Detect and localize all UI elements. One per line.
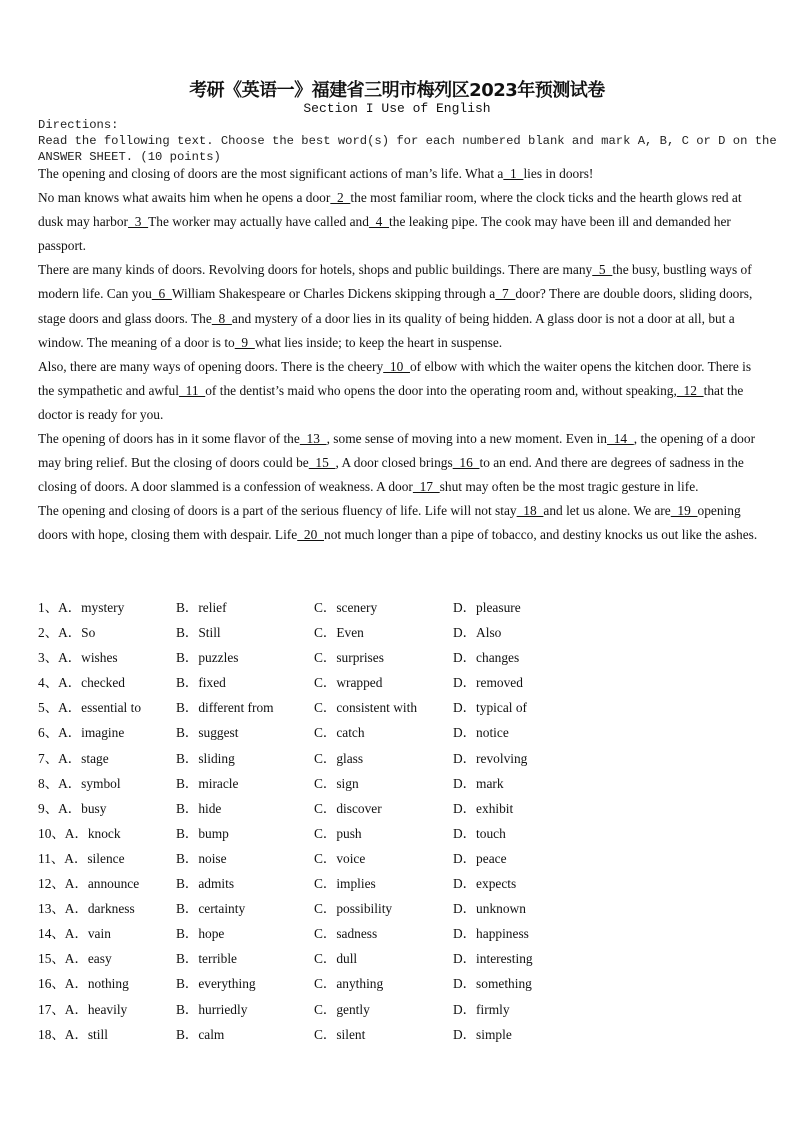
passage-text: The opening and closing of doors is a part of the serious fluency of life. Life will not stay: [38, 503, 517, 519]
option-c: C．discover: [314, 800, 382, 816]
passage-text: the busy, bustling ways of modern life. Can you: [38, 262, 752, 302]
passage-text: Also, there are many ways of opening doors. There is the cheery: [38, 358, 384, 374]
option-a: 13、A．darkness: [38, 901, 135, 917]
option-d: D．simple: [453, 1026, 512, 1042]
option-a: 6、A．imagine: [38, 725, 125, 741]
passage-text: , A door closed brings: [335, 455, 453, 471]
option-b: B．hide: [176, 800, 222, 816]
option-b: B．sliding: [176, 750, 235, 766]
numbered-blank: 6: [151, 286, 172, 302]
option-c: C．consistent with: [314, 700, 418, 716]
option-a: 9、A．busy: [38, 800, 107, 816]
option-a: 7、A．stage: [38, 750, 109, 766]
passage-text: The worker may actually have called and: [148, 214, 369, 230]
passage-text: not much longer than a pipe of tobacco, and destiny knocks us out like the ashes.: [324, 527, 758, 543]
passage-text: of the dentist’s maid who opens the door into the operating room and, without speaking,: [205, 382, 677, 398]
option-a: 2、A．So: [38, 625, 96, 641]
numbered-blank: 1: [503, 166, 524, 181]
passage-text: the most familiar room, where the clock ticks and the hearth glows red at dusk may harbor: [38, 190, 742, 230]
option-b: B．everything: [176, 976, 256, 992]
option-c: C．dull: [314, 951, 358, 967]
option-c: C．Even: [314, 625, 364, 641]
passage-text: The opening of doors has in it some flavor of the: [38, 431, 300, 447]
passage-text: and let us alone. We are: [543, 503, 671, 519]
passage-text: that the doctor is ready for you.: [38, 382, 744, 422]
option-d: D．expects: [453, 876, 517, 892]
option-d: D．unknown: [453, 901, 526, 917]
passage-paragraph: [38, 186, 760, 258]
option-a: 8、A．symbol: [38, 775, 121, 791]
numbered-blank: 11: [178, 382, 206, 398]
option-d: D．something: [453, 976, 532, 992]
cloze-passage: [38, 162, 760, 548]
option-b: B．relief: [176, 600, 227, 615]
numbered-blank: 16: [452, 455, 480, 471]
option-c: C．possibility: [314, 901, 393, 917]
numbered-blank: 10: [383, 358, 410, 374]
option-d: D．Also: [453, 625, 502, 641]
option-b: B．terrible: [176, 951, 237, 967]
option-b: B．different from: [176, 700, 274, 716]
option-b: B．fixed: [176, 675, 226, 691]
passage-text: opening doors with hope, closing them with despair. Life: [38, 503, 741, 543]
option-b: B．Still: [176, 625, 221, 641]
passage-text: There are many kinds of doors. Revolving doors for hotels, shops and public buildings. There are many: [38, 262, 593, 278]
option-a: 15、A．easy: [38, 951, 112, 967]
passage-text: William Shakespeare or Charles Dickens skipping through a: [171, 286, 496, 302]
numbered-blank: 20: [297, 527, 324, 543]
numbered-blank: 2: [330, 190, 351, 206]
option-b: B．bump: [176, 825, 229, 841]
numbered-blank: 7: [495, 286, 516, 302]
directions-text-cont: ANSWER SHEET. (10 points): [38, 150, 221, 164]
numbered-blank: 9: [234, 334, 255, 350]
numbered-blank: 4: [368, 214, 390, 230]
passage-text: the leaking pipe. The cook may have been ill and demanded her passport.: [38, 214, 731, 254]
numbered-blank: 13: [299, 431, 327, 447]
option-a: 1、A．mystery: [38, 600, 125, 615]
option-d: D．typical of: [453, 700, 528, 716]
passage-text: to an end. And there are degrees of sadness in the closing of doors. A door slammed is a confession of weakness. A door: [38, 455, 744, 495]
directions-label: Directions:: [38, 118, 119, 132]
passage-text: and mystery of a door lies in its quality of being hidden. A glass door is not a door at all, but a window. The meaning of a door is to: [38, 310, 735, 350]
passage-text: shut may often be the most tragic gesture in life.: [439, 479, 699, 495]
numbered-blank: 5: [592, 262, 613, 278]
passage-paragraph: [38, 162, 760, 186]
option-b: B．certainty: [176, 901, 246, 917]
option-a: 4、A．checked: [38, 675, 126, 691]
option-c: C．catch: [314, 725, 365, 741]
directions-text: Read the following text. Choose the best word(s) for each numbered blank and mark A, B, C or D on the: [38, 134, 777, 148]
option-c: C．gently: [314, 1001, 370, 1017]
option-d: D．touch: [453, 825, 506, 841]
option-a: 5、A．essential to: [38, 700, 142, 716]
numbered-blank: 18: [516, 503, 544, 519]
numbered-blank: 12: [676, 382, 704, 398]
option-c: C．glass: [314, 750, 364, 766]
passage-paragraph: [38, 258, 760, 354]
passage-text: No man knows what awaits him when he opens a door: [38, 190, 331, 206]
passage-text: lies in doors!: [523, 166, 594, 181]
option-c: C．sign: [314, 775, 359, 791]
option-d: D．peace: [453, 850, 507, 866]
option-a: 14、A．vain: [38, 926, 111, 942]
option-c: C．wrapped: [314, 675, 383, 691]
option-d: D．firmly: [453, 1001, 510, 1017]
section-heading: Section I Use of English: [303, 101, 491, 116]
numbered-blank: 15: [308, 455, 336, 471]
passage-text: door? There are double doors, sliding doors, stage doors and glass doors. The: [38, 286, 753, 326]
option-a: 17、A．heavily: [38, 1001, 128, 1017]
option-d: D．happiness: [453, 926, 529, 942]
numbered-blank: 8: [211, 310, 232, 326]
option-b: B．hurriedly: [176, 1001, 248, 1017]
passage-text: The opening and closing of doors are the most significant actions of man’s life. What a: [38, 166, 504, 181]
option-a: 10、A．knock: [38, 825, 121, 841]
option-a: 16、A．nothing: [38, 976, 129, 992]
numbered-blank: 3: [128, 214, 149, 230]
passage-paragraph: [38, 427, 760, 499]
option-b: B．suggest: [176, 725, 239, 741]
option-d: D．mark: [453, 775, 504, 791]
option-d: D．removed: [453, 675, 523, 691]
option-d: D．revolving: [453, 750, 528, 766]
option-c: C．anything: [314, 976, 384, 992]
option-d: D．notice: [453, 725, 509, 741]
option-b: B．puzzles: [176, 650, 239, 666]
option-d: D．changes: [453, 650, 520, 666]
option-c: C．implies: [314, 876, 376, 892]
option-b: B．admits: [176, 876, 235, 892]
option-d: D．interesting: [453, 951, 533, 967]
passage-text: , some sense of moving into a new moment. Even in: [326, 431, 608, 447]
option-a: 3、A．wishes: [38, 650, 118, 666]
option-d: D．exhibit: [453, 800, 514, 816]
numbered-blank: 19: [670, 503, 698, 519]
option-a: 18、A．still: [38, 1026, 108, 1042]
passage-paragraph: [38, 355, 760, 427]
option-c: C．voice: [314, 850, 366, 866]
passage-text: what lies inside; to keep the heart in suspense.: [254, 334, 503, 350]
passage-text: of elbow with which the waiter opens the kitchen door. There is the sympathetic and awful: [38, 358, 752, 398]
numbered-blank: 17: [412, 479, 440, 495]
option-c: C．surprises: [314, 650, 384, 666]
option-a: 11、A．silence: [38, 850, 125, 866]
option-b: B．miracle: [176, 775, 239, 791]
option-c: C．scenery: [314, 600, 378, 615]
option-c: C．sadness: [314, 926, 378, 942]
passage-paragraph: [38, 499, 760, 547]
option-a: 12、A．announce: [38, 876, 140, 892]
passage-text: , the opening of a door may bring relief. But the closing of doors could be: [38, 431, 756, 471]
option-d: D．pleasure: [453, 600, 521, 615]
option-b: B．noise: [176, 850, 227, 866]
option-b: B．hope: [176, 926, 225, 942]
option-b: B．calm: [176, 1026, 225, 1042]
option-c: C．push: [314, 825, 362, 841]
option-c: C．silent: [314, 1026, 366, 1042]
document-title: 考研《英语一》福建省三明市梅列区2023年预测试卷: [189, 80, 605, 101]
numbered-blank: 14: [607, 431, 634, 447]
